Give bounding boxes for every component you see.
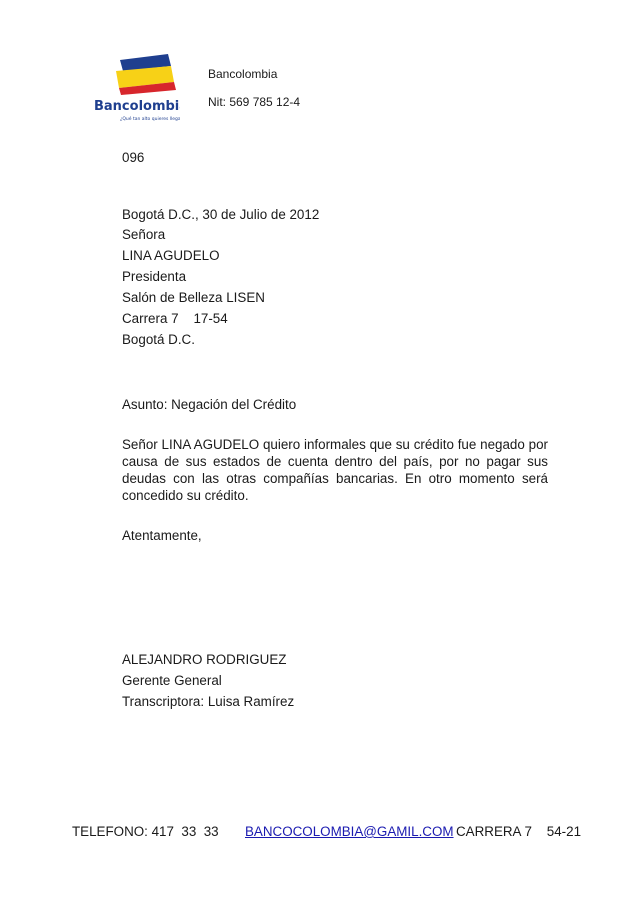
footer-phone: TELEFONO: 417 33 33 [72, 824, 219, 839]
recipient-address: Carrera 7 17-54 [122, 311, 228, 326]
footer-address: CARRERA 7 54-21 [456, 824, 582, 839]
transcriber: Transcriptora: Luisa Ramírez [122, 694, 295, 709]
date-place: Bogotá D.C., 30 de Julio de 2012 [122, 207, 320, 222]
recipient-name: LINA AGUDELO [122, 248, 220, 263]
recipient-company: Salón de Belleza LISEN [122, 290, 265, 305]
recipient-city: Bogotá D.C. [122, 332, 195, 347]
bancolombia-logo [92, 52, 180, 124]
recipient-title: Señora [122, 227, 166, 242]
company-name: Bancolombia [208, 67, 278, 81]
letter-body: Señor LINA AGUDELO quiero informales que su crédito fue negado por causa de sus estados de cuenta dentro del país, por no pagar sus deudas con las otras compañías bancarias. En otro momento será concedido su crédito. [122, 437, 548, 503]
logo-flag-icon [92, 52, 180, 124]
signer-name: ALEJANDRO RODRIGUEZ [122, 652, 287, 667]
reference-number: 096 [122, 150, 145, 165]
footer-email-link[interactable]: BANCOCOLOMBIA@GAMIL.COM [245, 824, 454, 839]
svg-text:Bancolombia: Bancolombia [94, 99, 180, 114]
signer-role: Gerente General [122, 673, 222, 688]
subject-line: Asunto: Negación del Crédito [122, 397, 297, 412]
recipient-role: Presidenta [122, 269, 187, 284]
closing: Atentamente, [122, 528, 202, 543]
company-nit: Nit: 569 785 12-4 [208, 95, 301, 109]
svg-text:¿Qué tan alto quieres llegar?: ¿Qué tan alto quieres llegar? [120, 117, 180, 122]
